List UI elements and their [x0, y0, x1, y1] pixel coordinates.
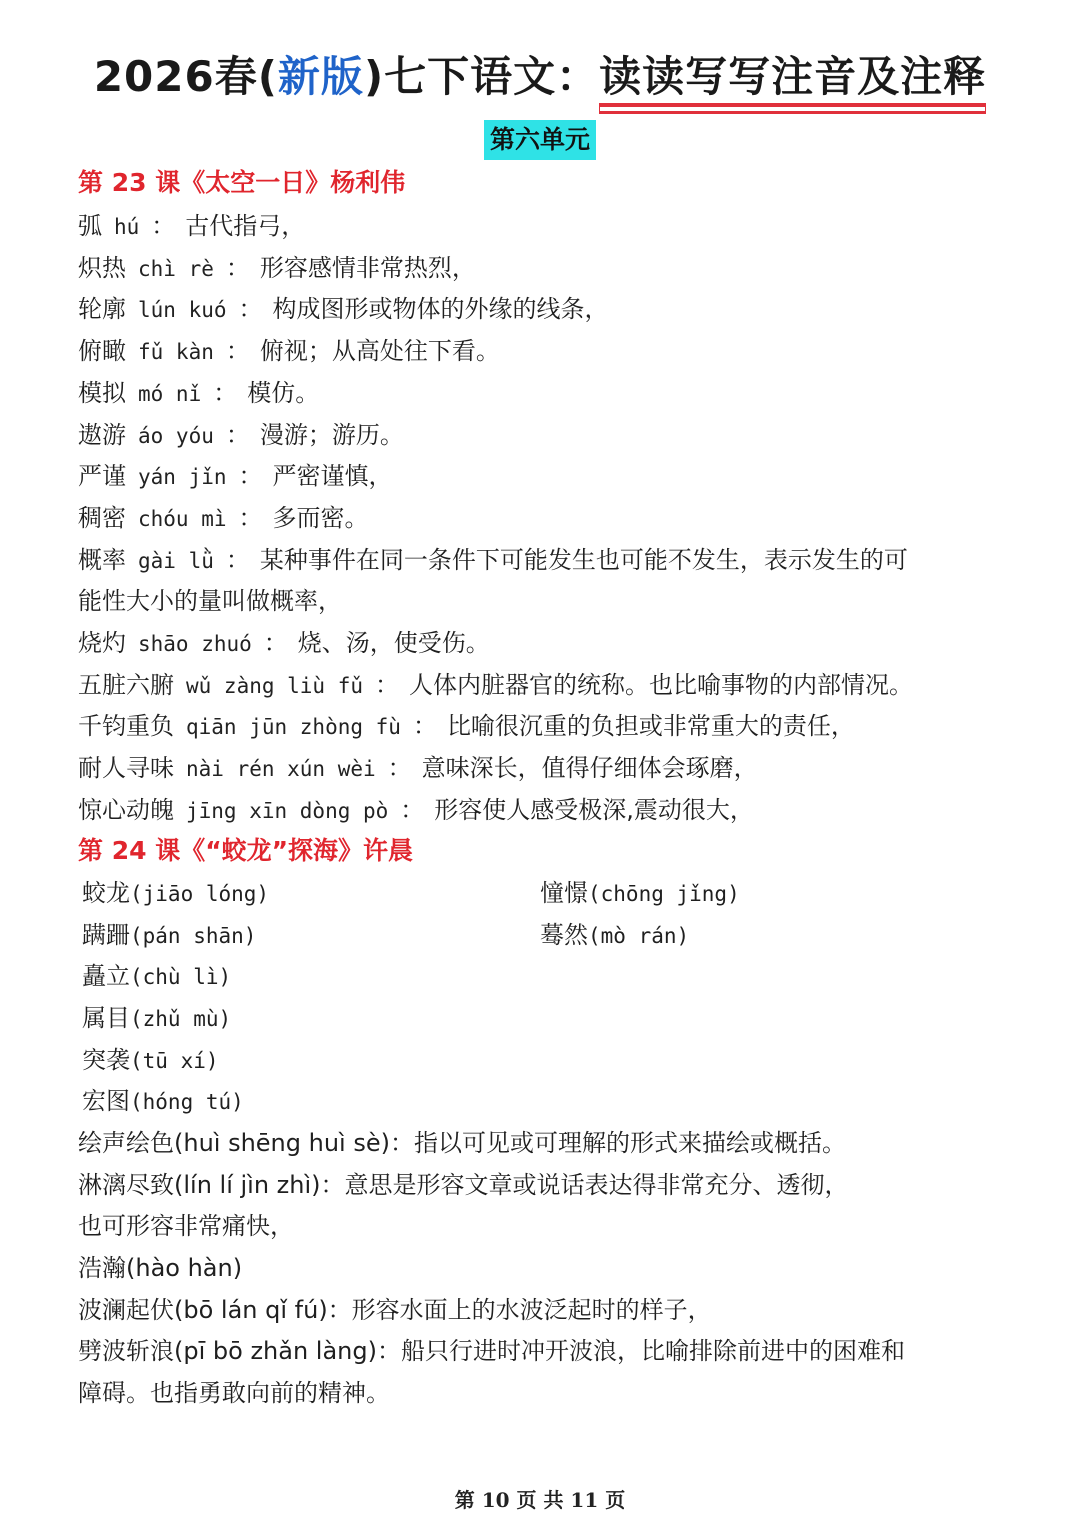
title-underlined: 读读写写注音及注释	[599, 52, 986, 107]
grid-vocab-word: 属目	[82, 1004, 130, 1032]
vocab-definition: 意味深长，值得仔细体会琢磨，	[421, 754, 758, 783]
vocab-separator: ：	[238, 295, 263, 324]
vocab-word: 遨游	[78, 420, 126, 449]
vocab-word: 惊心动魄	[78, 795, 174, 824]
vocab-pinyin: qiān jūn zhòng fù	[186, 715, 401, 740]
vocab-separator: ：	[225, 545, 250, 574]
grid-vocab-entry	[82, 1042, 219, 1079]
vocab-line: 波澜起伏(bō lán qǐ fú)：形容水面上的水波泛起时的样子，	[78, 1296, 712, 1324]
vocab-pinyin: lún kuó	[138, 298, 227, 323]
vocab-pinyin: nài rén xún wèi	[186, 757, 376, 782]
grid-vocab-word: 矗立	[82, 962, 130, 990]
grid-vocab-pinyin: (jiāo lóng)	[130, 882, 270, 906]
vocab-entry	[78, 542, 1018, 579]
vocab-line: 淋漓尽致(lín lí jìn zhì)：意思是形容文章或说话表达得非常充分、透彻，	[78, 1171, 849, 1199]
vocab-word: 俯瞰	[78, 337, 126, 366]
vocab-definition: 烧、汤，使受伤。	[297, 629, 490, 657]
grid-vocab-pinyin: (chù lì)	[130, 965, 232, 989]
page-footer: 第 10 页 共 11 页	[454, 1488, 626, 1512]
vocab-separator: ：	[151, 212, 176, 240]
vocab-word: 弧	[78, 212, 102, 240]
vocab-word: 五脏六腑	[78, 670, 174, 699]
vocab-separator: ：	[400, 795, 425, 824]
vocab-pinyin: mó nǐ	[138, 381, 202, 406]
vocab-word: 烧灼	[78, 629, 126, 657]
grid-vocab-entry	[82, 917, 256, 954]
vocab-separator: ：	[225, 337, 250, 366]
lesson-24-heading: 第 24 课《“蛟龙”探海》许晨	[78, 836, 414, 865]
grid-vocab-word: 憧憬	[540, 879, 588, 907]
vocab-separator: ：	[238, 462, 263, 491]
vocab-definition: 严密谨慎，	[272, 462, 393, 491]
vocab-line: 也可形容非常痛快，	[78, 1212, 294, 1240]
vocab-entry	[78, 750, 1018, 787]
grid-vocab-word: 突袭	[82, 1046, 130, 1074]
vocab-word: 耐人寻味	[78, 754, 174, 783]
vocab-pinyin: hú	[114, 215, 140, 239]
vocab-entry	[78, 208, 1018, 245]
grid-vocab-word: 蹒跚	[82, 921, 130, 949]
grid-vocab-entry	[82, 1083, 244, 1120]
vocab-word: 模拟	[78, 378, 126, 407]
vocab-definition: 形容感情非常热烈，	[259, 253, 476, 282]
vocab-separator: ：	[213, 378, 238, 407]
grid-vocab-pinyin: (hóng tú)	[130, 1090, 244, 1114]
vocab-definition: 比喻很沉重的负担或非常重大的责任，	[446, 712, 855, 741]
vocab-word: 稠密	[78, 503, 126, 532]
vocab-entry	[78, 291, 1018, 328]
title-new-edition: 新版	[277, 52, 364, 101]
vocab-separator: ：	[225, 420, 250, 449]
page-title	[0, 44, 1080, 104]
grid-vocab-pinyin: (zhǔ mù)	[130, 1007, 232, 1031]
grid-vocab-pinyin: (chōng jǐng)	[588, 882, 740, 906]
vocab-pinyin: yán jǐn	[138, 465, 227, 490]
vocab-word: 概率	[78, 545, 126, 574]
title-part-3: )七下语文：	[363, 52, 600, 101]
grid-vocab-entry	[82, 1000, 231, 1037]
vocab-entry	[78, 375, 1018, 412]
grid-vocab-word: 蛟龙	[82, 879, 130, 907]
vocab-pinyin: wǔ zàng liù fǔ	[186, 673, 364, 698]
vocab-pinyin: chì rè	[138, 256, 214, 281]
vocab-definition: 某种事件在同一条件下可能发生也可能不发生，表示发生的可	[259, 545, 908, 574]
vocab-entry	[78, 667, 1018, 704]
vocab-separator: ：	[263, 629, 288, 657]
vocab-definition: 多而密。	[272, 503, 369, 532]
title-part-1: 2026春(	[93, 52, 278, 101]
vocab-entry	[78, 792, 1018, 829]
grid-vocab-pinyin: (mò rán)	[588, 924, 690, 948]
grid-vocab-entry	[82, 958, 231, 995]
vocab-separator: ：	[375, 670, 400, 699]
vocab-definition: 模仿。	[247, 378, 320, 407]
vocab-pinyin: fǔ kàn	[138, 340, 214, 365]
vocab-line: 障碍。也指勇敢向前的精神。	[78, 1379, 390, 1407]
vocab-definition: 古代指弓，	[185, 212, 306, 240]
vocab-separator: ：	[387, 754, 412, 783]
vocab-word: 千钧重负	[78, 712, 174, 741]
vocab-definition: 漫游；游历。	[259, 420, 404, 449]
grid-vocab-pinyin: (tū xí)	[130, 1049, 219, 1073]
vocab-separator: ：	[225, 253, 250, 282]
vocab-line: 劈波斩浪(pī bō zhǎn làng)：船只行进时冲开波浪，比喻排除前进中的困难和	[78, 1337, 905, 1365]
vocab-pinyin: jīng xīn dòng pò	[186, 798, 389, 823]
vocab-separator: ：	[412, 712, 437, 741]
grid-vocab-entry	[540, 875, 740, 912]
vocab-entry	[78, 333, 1018, 370]
vocab-line: 绘声绘色(huì shēng huì sè)：指以可见或可理解的形式来描绘或概括。	[78, 1129, 846, 1157]
lesson-23-heading: 第 23 课《太空一日》杨利伟	[78, 168, 406, 197]
vocab-entry	[78, 417, 1018, 454]
vocab-entry	[78, 500, 1018, 537]
vocab-entry	[78, 250, 1018, 287]
vocab-entry	[78, 625, 1018, 662]
vocab-pinyin: gài lǜ	[138, 548, 214, 573]
vocab-pinyin: shāo zhuó	[138, 632, 252, 656]
vocab-definition: 俯视；从高处往下看。	[259, 337, 500, 366]
vocab-entry	[78, 458, 1018, 495]
vocab-definition: 人体内脏器官的统称。也比喻事物的内部情况。	[409, 670, 914, 699]
vocab-entry	[78, 708, 1018, 745]
vocab-word: 轮廓	[78, 295, 126, 324]
grid-vocab-entry	[82, 875, 269, 912]
vocab-word: 炽热	[78, 253, 126, 282]
vocab-line: 浩瀚(hào hàn)	[78, 1254, 243, 1282]
vocab-definition: 能性大小的量叫做概率，	[78, 587, 342, 616]
unit-heading: 第六单元	[484, 120, 596, 160]
vocab-definition: 形容使人感受极深,震动很大，	[434, 795, 754, 824]
vocab-entry	[78, 583, 1018, 619]
unit-heading-wrap	[0, 120, 1080, 160]
vocab-word: 严谨	[78, 462, 126, 491]
grid-vocab-word: 宏图	[82, 1087, 130, 1115]
vocab-separator: ：	[238, 503, 263, 532]
vocab-pinyin: chóu mì	[138, 506, 227, 531]
grid-vocab-word: 蓦然	[540, 921, 588, 949]
grid-vocab-pinyin: (pán shān)	[130, 924, 257, 948]
vocab-pinyin: áo yóu	[138, 423, 214, 448]
grid-vocab-entry	[540, 917, 689, 954]
vocab-definition: 构成图形或物体的外缘的线条，	[272, 295, 609, 324]
